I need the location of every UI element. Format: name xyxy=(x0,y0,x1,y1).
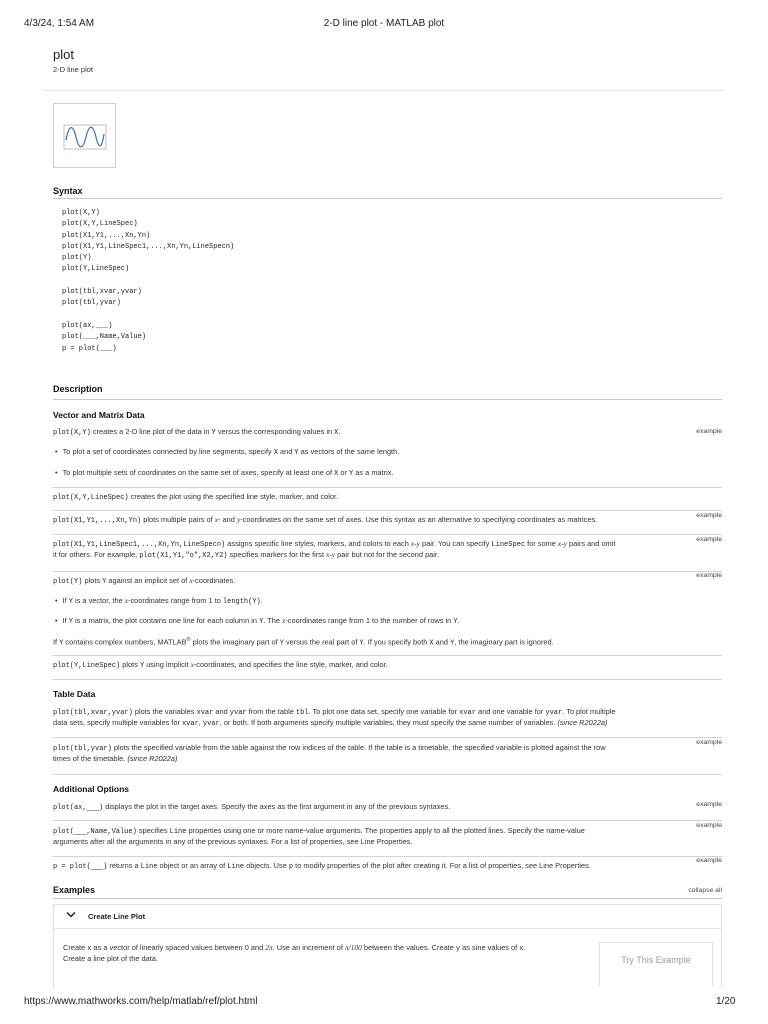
desc-plot-ax: plot(ax,___) displays the plot in the target axes. Specify the axes as the first argument in any of the previous syntaxes. xyxy=(53,802,451,812)
desc-plot-return: p = plot(___) returns a Line object or an array of Line objects. Use p to modify properties of the plot after creating it. For a list of properties, see Line Properties. xyxy=(53,861,591,871)
divider xyxy=(53,774,722,775)
desc-plot-tbl-y-cont: times of the timetable. (since R2022a) xyxy=(53,754,178,763)
divider xyxy=(53,399,722,400)
table-data-heading: Table Data xyxy=(53,689,96,699)
divider xyxy=(53,820,722,821)
bullet-item: • If Y is a matrix, the plot contains one line for each column in Y. The x-coordinates range from 1 to the number of rows in Y. xyxy=(55,615,685,628)
desc-plot-multi: plot(X1,Y1,...,Xn,Yn) plots multiple pairs of x- and y-coordinates on the same set of axes. Use this syntax as an alternative to specifying coordinates as matrices. xyxy=(53,515,598,525)
examples-heading: Examples xyxy=(53,885,96,895)
divider xyxy=(53,856,722,857)
desc-plot-tbl-y: plot(tbl,yvar) plots the specified variable from the table against the row indices of the table. If the table is a timetable, the specified variable is plotted against the row xyxy=(53,743,606,753)
example-link[interactable]: example xyxy=(696,512,722,519)
example-link[interactable]: example xyxy=(696,739,722,746)
desc-plot-namevalue-cont: arguments after all the arguments in any of the previous syntaxes. For a list of properties, see Line Properties. xyxy=(53,837,413,846)
bullet-item: • If Y is a vector, the x-coordinates range from 1 to length(Y). xyxy=(55,595,685,608)
example-link[interactable]: example xyxy=(696,822,722,829)
example-link[interactable]: example xyxy=(696,801,722,808)
divider xyxy=(53,487,722,488)
divider xyxy=(53,679,722,680)
example-link[interactable]: example xyxy=(696,857,722,864)
example-text: Create a line plot of the data. xyxy=(63,954,158,963)
additional-options-heading: Additional Options xyxy=(53,784,130,794)
desc-plot-multi-linespec-cont: it for others. For example, plot(X1,Y1,"o",X2,Y2) specifies markers for the first x-y pair but not for the second pair. xyxy=(53,550,440,560)
vector-matrix-heading: Vector and Matrix Data xyxy=(53,410,145,420)
divider xyxy=(53,198,722,199)
example-header[interactable] xyxy=(54,905,721,929)
desc-complex: If Y contains complex numbers, MATLAB® plots the imaginary part of Y versus the real part of Y. If you specify both X and Y, the imaginary part is ignored. xyxy=(53,637,554,648)
bullet-item: • To plot a set of coordinates connected by line segments, specify X and Y as vectors of the same length. xyxy=(55,446,685,459)
sine-plot-thumbnail-icon xyxy=(53,103,116,168)
divider xyxy=(53,571,722,572)
collapse-all-link[interactable]: collapse all xyxy=(688,887,722,894)
chevron-down-icon[interactable] xyxy=(66,911,76,921)
desc-plot-xy: plot(X,Y) creates a 2-D line plot of the data in Y versus the corresponding values in X. xyxy=(53,427,341,437)
example-title[interactable]: Create Line Plot xyxy=(88,912,146,921)
print-datetime: 4/3/24, 1:54 AM xyxy=(24,18,95,29)
description-heading: Description xyxy=(53,384,103,394)
example-link[interactable]: example xyxy=(696,428,722,435)
syntax-heading: Syntax xyxy=(53,186,83,196)
desc-plot-tbl-xy: plot(tbl,xvar,yvar) plots the variables xvar and yvar from the table tbl. To plot one data set, specify one variable for xvar and one variable for yvar. To plot multiple xyxy=(53,707,616,717)
desc-plot-y: plot(Y) plots Y against an implicit set of x-coordinates. xyxy=(53,576,236,586)
example-link[interactable]: example xyxy=(696,572,722,579)
desc-plot-multi-linespec: plot(X1,Y1,LineSpec1,...,Xn,Yn,LineSpecn) assigns specific line styles, markers, and colors to each x-y pair. You can specify LineSpec for some x-y pairs and omit xyxy=(53,539,616,549)
desc-plot-tbl-xy-cont: data sets, specify multiple variables for xvar, yvar, or both. If both arguments specify multiple variables, they must specify the same number of variables. (since R2022a) xyxy=(53,718,608,728)
divider xyxy=(53,510,722,511)
divider xyxy=(53,655,722,656)
page-url: https://www.mathworks.com/help/matlab/ref/plot.html xyxy=(24,996,258,1007)
page-number: 1/20 xyxy=(716,996,736,1007)
print-doc-title: 2-D line plot - MATLAB plot xyxy=(323,18,445,29)
page-subtitle: 2-D line plot xyxy=(53,65,94,74)
syntax-block: plot(X,Y) plot(X,Y,LineSpec) plot(X1,Y1,...,Xn,Yn) plot(X1,Y1,LineSpec1,...,Xn,Yn,LineSpecn) plot(Y) plot(Y,LineSpec) plot(tbl,xvar,yvar) plot(tbl,yvar) plot(ax,___) plot(___,Name,Value) p = plot(___) xyxy=(62,209,235,353)
divider xyxy=(53,534,722,535)
example-link[interactable]: example xyxy=(696,536,722,543)
example-text: Create x as a vector of linearly spaced values between 0 and 2π. Use an increment of π/100 between the values. Create y as sine values of x. xyxy=(63,943,526,953)
desc-plot-linespec: plot(X,Y,LineSpec) creates the plot using the specified line style, marker, and color. xyxy=(53,492,339,502)
desc-plot-y-linespec: plot(Y,LineSpec) plots Y using implicit x-coordinates, and specifies the line style, marker, and color. xyxy=(53,660,388,670)
divider xyxy=(53,898,722,899)
desc-plot-namevalue: plot(___,Name,Value) specifies Line properties using one or more name-value arguments. The properties apply to all the plotted lines. Specify the name-value xyxy=(53,826,585,836)
try-this-example-button[interactable]: Try This Example xyxy=(599,942,713,986)
divider xyxy=(44,90,723,91)
bullet-item: • To plot multiple sets of coordinates on the same set of axes, specify at least one of X or Y as a matrix. xyxy=(55,467,685,480)
divider xyxy=(53,737,722,738)
page-title: plot xyxy=(53,47,74,62)
